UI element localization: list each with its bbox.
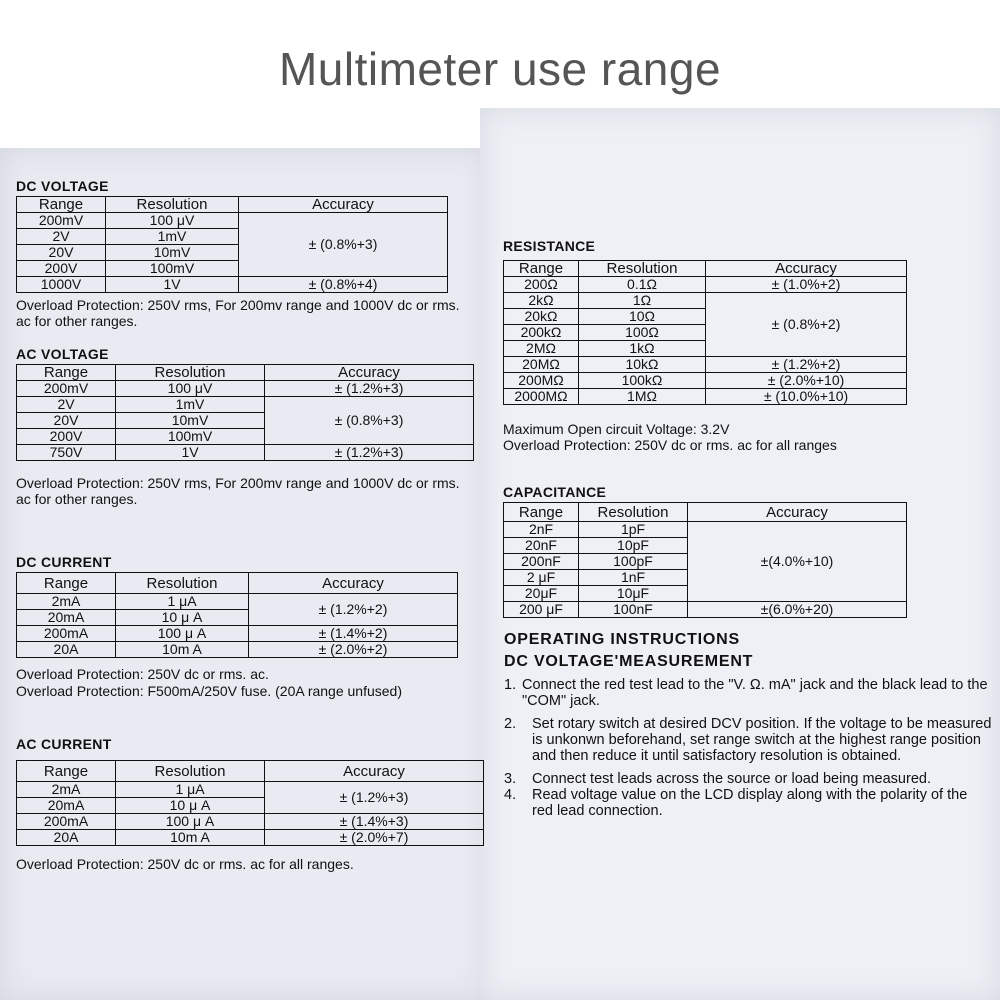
step-number: 2. bbox=[504, 716, 517, 732]
capacitance-section bbox=[503, 484, 907, 618]
range-cell: 20nF bbox=[504, 538, 579, 554]
range-cell: 200mA bbox=[17, 626, 116, 642]
resolution-cell: 10m A bbox=[116, 830, 265, 846]
ac-voltage-section bbox=[16, 346, 476, 507]
accuracy-cell: ±(4.0%+10) bbox=[688, 522, 907, 602]
resolution-cell: 10kΩ bbox=[579, 357, 706, 373]
ac-voltage-table bbox=[16, 364, 474, 461]
table-row bbox=[17, 213, 448, 229]
table-row bbox=[504, 293, 907, 309]
accuracy-cell: ± (1.2%+3) bbox=[265, 782, 484, 814]
accuracy-cell: ± (2.0%+7) bbox=[265, 830, 484, 846]
accuracy-cell: ± (1.2%+2) bbox=[706, 357, 907, 373]
col-resolution: Resolution bbox=[106, 197, 239, 213]
resolution-cell: 1V bbox=[106, 277, 239, 293]
accuracy-cell: ± (2.0%+10) bbox=[706, 373, 907, 389]
table-row bbox=[504, 373, 907, 389]
range-cell: 200mA bbox=[17, 814, 116, 830]
range-cell: 2V bbox=[17, 397, 116, 413]
col-accuracy: Accuracy bbox=[706, 261, 907, 277]
resistance-section bbox=[503, 238, 907, 453]
dc-current-section bbox=[16, 554, 458, 699]
col-resolution: Resolution bbox=[579, 261, 706, 277]
col-accuracy: Accuracy bbox=[265, 761, 484, 782]
dc-measurement-subheading: DC VOLTAGE'MEASUREMENT bbox=[504, 653, 754, 670]
instruction-step bbox=[504, 716, 992, 764]
col-accuracy: Accuracy bbox=[239, 197, 448, 213]
table-row bbox=[504, 602, 907, 618]
ac-current-heading: AC CURRENT bbox=[16, 736, 112, 752]
range-cell: 200V bbox=[17, 261, 106, 277]
range-cell: 2mA bbox=[17, 782, 116, 798]
col-range: Range bbox=[17, 573, 116, 594]
resolution-cell: 1 μA bbox=[116, 594, 249, 610]
range-cell: 200mV bbox=[17, 381, 116, 397]
resolution-cell: 10mV bbox=[106, 245, 239, 261]
ac-current-section bbox=[16, 736, 484, 872]
range-cell: 200kΩ bbox=[504, 325, 579, 341]
range-cell: 750V bbox=[17, 445, 116, 461]
table-row bbox=[17, 277, 448, 293]
resolution-cell: 100 μV bbox=[106, 213, 239, 229]
resistance-table bbox=[503, 260, 907, 405]
step-text: Read voltage value on the LCD display along with the polarity of the red lead connection. bbox=[532, 787, 968, 819]
capacitance-heading: CAPACITANCE bbox=[503, 484, 607, 500]
resolution-cell: 100kΩ bbox=[579, 373, 706, 389]
col-accuracy: Accuracy bbox=[688, 503, 907, 522]
accuracy-cell: ± (1.0%+2) bbox=[706, 277, 907, 293]
range-cell: 20A bbox=[17, 642, 116, 658]
dc-current-heading: DC CURRENT bbox=[16, 554, 112, 570]
page-title: Multimeter use range bbox=[278, 43, 722, 95]
col-range: Range bbox=[17, 197, 106, 213]
accuracy-cell: ±(6.0%+20) bbox=[688, 602, 907, 618]
ac-voltage-heading: AC VOLTAGE bbox=[16, 346, 109, 362]
table-row bbox=[17, 814, 484, 830]
dc-current-table bbox=[16, 572, 458, 658]
range-cell: 2mA bbox=[17, 594, 116, 610]
capacitance-table bbox=[503, 502, 907, 618]
accuracy-cell: ± (10.0%+10) bbox=[706, 389, 907, 405]
step-text: Connect the red test lead to the "V. Ω. mA" jack and the black lead to the "COM" jack. bbox=[522, 677, 988, 709]
accuracy-cell: ± (1.2%+3) bbox=[265, 381, 474, 397]
resolution-cell: 1Ω bbox=[579, 293, 706, 309]
col-resolution: Resolution bbox=[116, 573, 249, 594]
table-row bbox=[17, 830, 484, 846]
resolution-cell: 10Ω bbox=[579, 309, 706, 325]
range-cell: 200mV bbox=[17, 213, 106, 229]
resolution-cell: 10 μ A bbox=[116, 610, 249, 626]
range-cell: 20MΩ bbox=[504, 357, 579, 373]
resolution-cell: 1pF bbox=[579, 522, 688, 538]
resolution-cell: 10pF bbox=[579, 538, 688, 554]
col-resolution: Resolution bbox=[116, 365, 265, 381]
instruction-steps bbox=[504, 677, 992, 819]
resolution-cell: 10m A bbox=[116, 642, 249, 658]
resolution-cell: 100mV bbox=[116, 429, 265, 445]
resolution-cell: 1 μA bbox=[116, 782, 265, 798]
col-range: Range bbox=[504, 503, 579, 522]
range-cell: 20mA bbox=[17, 798, 116, 814]
resolution-cell: 100Ω bbox=[579, 325, 706, 341]
accuracy-cell: ± (0.8%+3) bbox=[239, 213, 448, 277]
instructions-heading: OPERATING INSTRUCTIONS bbox=[504, 631, 740, 648]
step-text: Set rotary switch at desired DCV position. If the voltage to be measured is unkonwn beforehand, set range switch at the highest range position and then reduce it until satisfactory resolution is obtained. bbox=[532, 716, 992, 764]
range-cell: 2000MΩ bbox=[504, 389, 579, 405]
dc-voltage-heading: DC VOLTAGE bbox=[16, 178, 109, 194]
step-text: Connect test leads across the source or load being measured. bbox=[532, 771, 931, 787]
range-cell: 20A bbox=[17, 830, 116, 846]
range-cell: 2kΩ bbox=[504, 293, 579, 309]
resolution-cell: 100 μ A bbox=[116, 626, 249, 642]
accuracy-cell: ± (1.4%+3) bbox=[265, 814, 484, 830]
resolution-cell: 10mV bbox=[116, 413, 265, 429]
step-number: 4. bbox=[504, 787, 517, 803]
table-row bbox=[17, 381, 474, 397]
resolution-cell: 0.1Ω bbox=[579, 277, 706, 293]
dc-current-note-1: Overload Protection: 250V dc or rms. ac. bbox=[16, 666, 269, 682]
table-row bbox=[504, 357, 907, 373]
dc-voltage-table bbox=[16, 196, 448, 293]
accuracy-cell: ± (1.2%+3) bbox=[265, 445, 474, 461]
resolution-cell: 1V bbox=[116, 445, 265, 461]
resolution-cell: 1mV bbox=[116, 397, 265, 413]
table-row bbox=[504, 522, 907, 538]
step-number: 3. bbox=[504, 771, 517, 787]
range-cell: 20kΩ bbox=[504, 309, 579, 325]
resistance-note-1: Maximum Open circuit Voltage: 3.2V bbox=[503, 421, 730, 437]
table-row bbox=[504, 277, 907, 293]
instruction-step bbox=[504, 771, 992, 787]
col-range: Range bbox=[17, 761, 116, 782]
range-cell: 200V bbox=[17, 429, 116, 445]
accuracy-cell: ± (0.8%+2) bbox=[706, 293, 907, 357]
range-cell: 1000V bbox=[17, 277, 106, 293]
range-cell: 200 μF bbox=[504, 602, 579, 618]
col-range: Range bbox=[17, 365, 116, 381]
resolution-cell: 10μF bbox=[579, 586, 688, 602]
table-row bbox=[17, 642, 458, 658]
resolution-cell: 100 μV bbox=[116, 381, 265, 397]
resistance-note-2: Overload Protection: 250V dc or rms. ac for all ranges bbox=[503, 437, 837, 453]
ac-current-table bbox=[16, 760, 484, 846]
resolution-cell: 1mV bbox=[106, 229, 239, 245]
resistance-heading: RESISTANCE bbox=[503, 238, 596, 254]
range-cell: 20V bbox=[17, 413, 116, 429]
range-cell: 200Ω bbox=[504, 277, 579, 293]
accuracy-cell: ± (2.0%+2) bbox=[249, 642, 458, 658]
range-cell: 20mA bbox=[17, 610, 116, 626]
resolution-cell: 100mV bbox=[106, 261, 239, 277]
resolution-cell: 1MΩ bbox=[579, 389, 706, 405]
range-cell: 20μF bbox=[504, 586, 579, 602]
col-range: Range bbox=[504, 261, 579, 277]
ac-voltage-note: Overload Protection: 250V rms, For 200mv range and 1000V dc or rms. ac for other ranges. bbox=[16, 475, 460, 507]
range-cell: 200nF bbox=[504, 554, 579, 570]
instruction-step bbox=[504, 787, 992, 819]
table-row bbox=[17, 626, 458, 642]
range-cell: 2nF bbox=[504, 522, 579, 538]
step-number: 1. bbox=[504, 677, 517, 693]
col-accuracy: Accuracy bbox=[249, 573, 458, 594]
accuracy-cell: ± (1.4%+2) bbox=[249, 626, 458, 642]
dc-current-note-2: Overload Protection: F500mA/250V fuse. (20A range unfused) bbox=[16, 683, 403, 699]
resolution-cell: 100pF bbox=[579, 554, 688, 570]
table-row bbox=[17, 397, 474, 413]
table-row bbox=[17, 782, 484, 798]
resolution-cell: 10 μ A bbox=[116, 798, 265, 814]
range-cell: 20V bbox=[17, 245, 106, 261]
accuracy-cell: ± (0.8%+4) bbox=[239, 277, 448, 293]
resolution-cell: 100nF bbox=[579, 602, 688, 618]
col-resolution: Resolution bbox=[116, 761, 265, 782]
instructions-section bbox=[504, 631, 992, 826]
dc-voltage-section bbox=[16, 178, 476, 329]
resolution-cell: 1kΩ bbox=[579, 341, 706, 357]
table-row bbox=[17, 594, 458, 610]
range-cell: 200MΩ bbox=[504, 373, 579, 389]
range-cell: 2V bbox=[17, 229, 106, 245]
table-row bbox=[17, 445, 474, 461]
table-row bbox=[504, 389, 907, 405]
dc-voltage-note: Overload Protection: 250V rms, For 200mv range and 1000V dc or rms. ac for other ranges. bbox=[16, 297, 460, 329]
accuracy-cell: ± (1.2%+2) bbox=[249, 594, 458, 626]
range-cell: 2MΩ bbox=[504, 341, 579, 357]
col-resolution: Resolution bbox=[579, 503, 688, 522]
ac-current-note: Overload Protection: 250V dc or rms. ac for all ranges. bbox=[16, 856, 354, 872]
resolution-cell: 1nF bbox=[579, 570, 688, 586]
col-accuracy: Accuracy bbox=[265, 365, 474, 381]
resolution-cell: 100 μ A bbox=[116, 814, 265, 830]
instruction-step bbox=[504, 677, 992, 709]
accuracy-cell: ± (0.8%+3) bbox=[265, 397, 474, 445]
range-cell: 2 μF bbox=[504, 570, 579, 586]
